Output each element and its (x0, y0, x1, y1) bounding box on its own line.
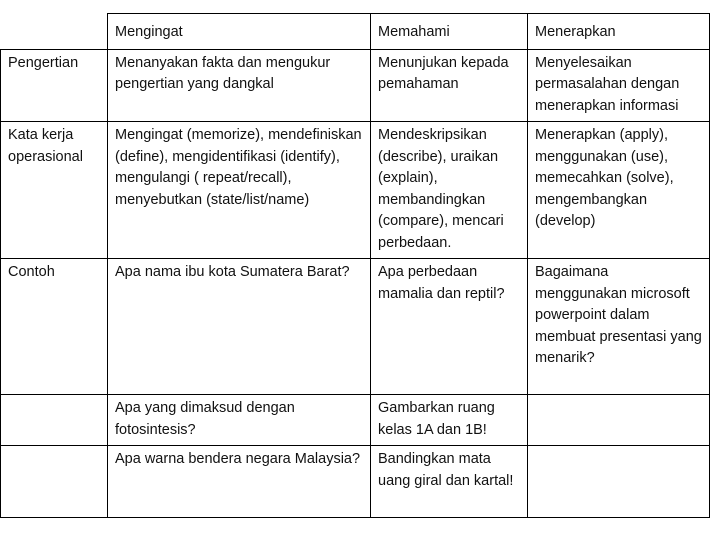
table-row (1, 395, 710, 446)
cell-contoh-menerapkan-2 (528, 395, 710, 446)
cell-contoh-memahami-3: Bandingkan mata uang giral dan kartal! (371, 446, 528, 518)
cell-contoh-mengingat-2: Apa yang dimaksud dengan fotosintesis? (108, 395, 371, 446)
cell-pengertian-menerapkan: Menyelesaikan permasalahan dengan menerapkan informasi (528, 49, 710, 122)
cell-contoh-mengingat-3: Apa warna bendera negara Malaysia? (108, 446, 371, 518)
cell-contoh-menerapkan-1: Bagaimana menggunakan microsoft powerpoint dalam membuat presentasi yang menarik? (528, 259, 710, 395)
table-row (1, 259, 710, 395)
row-label-empty-2 (1, 446, 108, 518)
row-label-empty-1 (1, 395, 108, 446)
cell-contoh-memahami-2: Gambarkan ruang kelas 1A dan 1B! (371, 395, 528, 446)
cell-contoh-menerapkan-3 (528, 446, 710, 518)
header-menerapkan: Menerapkan (528, 14, 710, 50)
cell-kata-kerja-menerapkan: Menerapkan (apply), menggunakan (use), memecahkan (solve), mengembangkan (develop) (528, 122, 710, 259)
table-row (1, 122, 710, 259)
header-mengingat: Mengingat (108, 14, 371, 50)
header-memahami: Memahami (371, 14, 528, 50)
cell-kata-kerja-memahami: Mendeskripsikan (describe), uraikan (explain), membandingkan (compare), mencari perbedaan. (371, 122, 528, 259)
header-row (1, 14, 710, 50)
table-row (1, 446, 710, 518)
cell-contoh-mengingat-1: Apa nama ibu kota Sumatera Barat? (108, 259, 371, 395)
cell-contoh-memahami-1: Apa perbedaan mamalia dan reptil? (371, 259, 528, 395)
cell-pengertian-mengingat: Menanyakan fakta dan mengukur pengertian yang dangkal (108, 49, 371, 122)
cell-kata-kerja-mengingat: Mengingat (memorize), mendefiniskan (define), mengidentifikasi (identify), mengulangi ( repeat/recall), menyebutkan (state/list/name) (108, 122, 371, 259)
cell-pengertian-memahami: Menunjukan kepada pemahaman (371, 49, 528, 122)
row-label-contoh: Contoh (1, 259, 108, 395)
table-row (1, 49, 710, 122)
row-label-pengertian: Pengertian (1, 49, 108, 122)
bloom-taxonomy-table (0, 13, 710, 518)
row-label-kata-kerja: Kata kerja operasional (1, 122, 108, 259)
header-corner-cell (1, 14, 108, 50)
